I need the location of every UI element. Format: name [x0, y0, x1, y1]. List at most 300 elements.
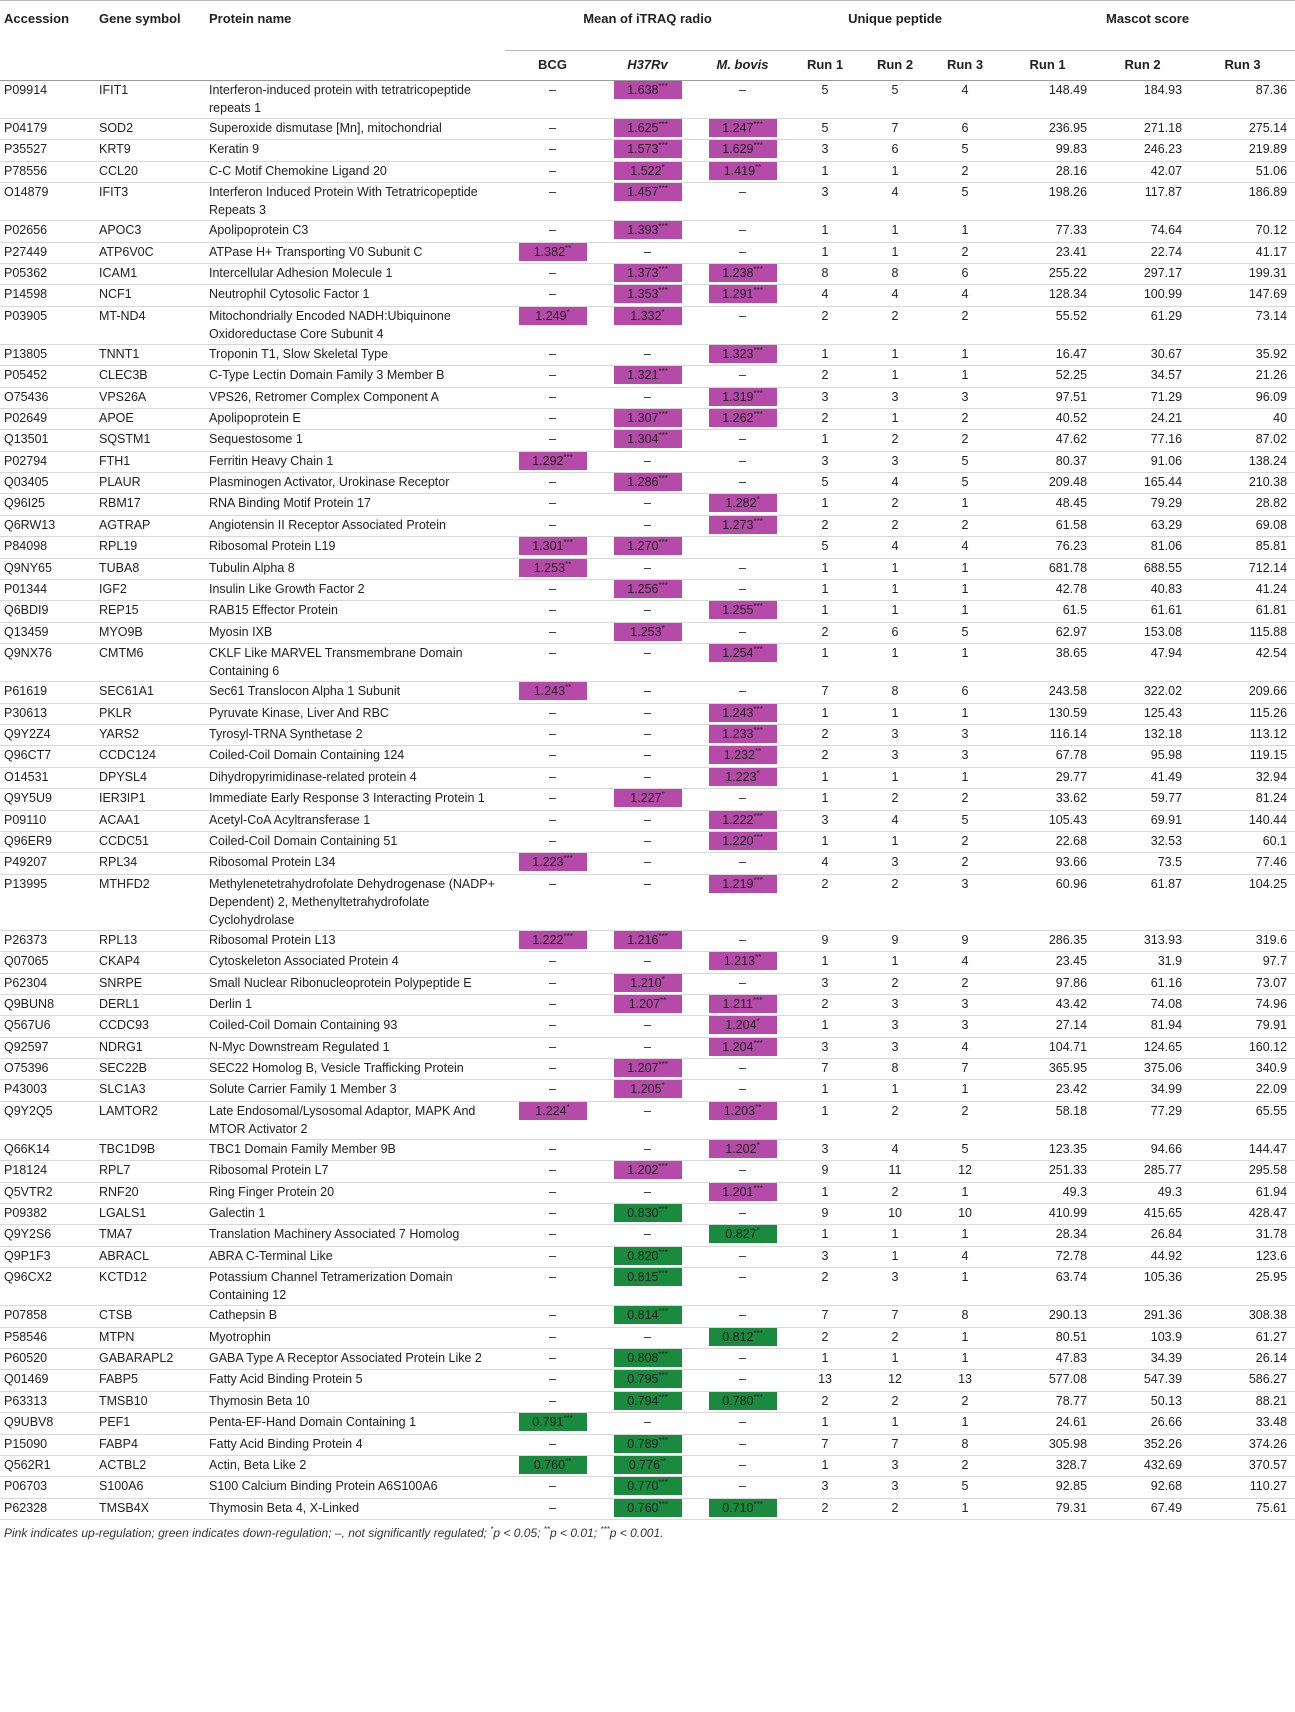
mbovis-ratio-cell [695, 183, 790, 221]
accession-cell: O75436 [0, 387, 95, 408]
accession-cell: P30613 [0, 703, 95, 724]
bcg-ratio-cell [505, 874, 600, 930]
table-row [0, 930, 1295, 951]
mbovis-ratio-cell-value: – [739, 1248, 746, 1263]
table-row [0, 601, 1295, 622]
mascot-run1-cell: 63.74 [1000, 1268, 1095, 1306]
unique-run2-cell: 1 [860, 161, 930, 182]
unique-run1-cell: 3 [790, 973, 860, 994]
bcg-ratio-cell-value: – [549, 1248, 556, 1263]
protein-name-cell: RAB15 Effector Protein [205, 601, 505, 622]
unique-run2-cell: 1 [860, 221, 930, 242]
mascot-run2-cell: 32.53 [1095, 831, 1190, 852]
table-row [0, 242, 1295, 263]
h37rv-ratio-cell-value: – [644, 1415, 651, 1430]
bcg-ratio-cell [505, 119, 600, 140]
mascot-run2-cell: 34.39 [1095, 1348, 1190, 1369]
h37rv-ratio-cell-value: 0.820*** [614, 1247, 682, 1265]
table-row [0, 1348, 1295, 1369]
mascot-run2-cell: 246.23 [1095, 140, 1190, 161]
bcg-ratio-cell [505, 161, 600, 182]
h37rv-ratio-cell [600, 81, 695, 119]
unique-run2-cell: 2 [860, 874, 930, 930]
table-row [0, 580, 1295, 601]
mbovis-ratio-cell [695, 682, 790, 703]
bcg-ratio-cell-value: 1.292*** [519, 452, 587, 470]
mascot-run3-cell: 138.24 [1190, 451, 1295, 472]
table-row [0, 558, 1295, 579]
bcg-ratio-cell-value: – [549, 996, 556, 1011]
bcg-ratio-cell [505, 81, 600, 119]
unique-run1-cell: 1 [790, 1182, 860, 1203]
footnote-main: Pink indicates up-regulation; green indicates down-regulation; –, not significantly regulated; [4, 1526, 491, 1541]
mascot-run1-cell: 47.83 [1000, 1348, 1095, 1369]
mascot-run2-cell: 81.94 [1095, 1016, 1190, 1037]
unique-run3-cell: 5 [930, 622, 1000, 643]
bcg-ratio-cell-value: – [549, 1184, 556, 1199]
unique-run2-cell: 2 [860, 515, 930, 536]
h37rv-ratio-cell-value: – [644, 389, 651, 404]
mbovis-ratio-cell-value: 1.203** [709, 1102, 777, 1120]
table-row [0, 1455, 1295, 1476]
bcg-ratio-cell-value: – [549, 1206, 556, 1221]
unique-run1-cell: 9 [790, 1204, 860, 1225]
gene-symbol-cell: CCL20 [95, 161, 205, 182]
h37rv-ratio-cell [600, 451, 695, 472]
bcg-ratio-cell-value: 1.222*** [519, 931, 587, 949]
h37rv-ratio-cell [600, 1246, 695, 1267]
unique-run3-cell: 1 [930, 366, 1000, 387]
mbovis-ratio-cell-value: – [739, 244, 746, 259]
h37rv-ratio-cell [600, 767, 695, 788]
unique-run2-cell: 5 [860, 81, 930, 119]
unique-run2-cell: 2 [860, 1101, 930, 1139]
h37rv-header: H37Rv [600, 51, 695, 81]
table-row [0, 952, 1295, 973]
h37rv-ratio-cell [600, 1080, 695, 1101]
table-row [0, 1182, 1295, 1203]
gene-symbol-cell: SLC1A3 [95, 1080, 205, 1101]
accession-cell: Q9Y5U9 [0, 789, 95, 810]
unique-run3-cell: 1 [930, 1182, 1000, 1203]
protein-name-cell: Ribosomal Protein L34 [205, 853, 505, 874]
h37rv-ratio-cell-value: – [644, 726, 651, 741]
footnote: Pink indicates up-regulation; green indicates down-regulation; –, not significantly regulated; *p < 0.05; **p < 0.01; ***p < 0.001. [4, 1525, 664, 1541]
mbovis-ratio-cell-value: – [739, 560, 746, 575]
accession-cell: P49207 [0, 853, 95, 874]
h37rv-ratio-cell [600, 1037, 695, 1058]
table-row [0, 853, 1295, 874]
mascot-run1-cell: 52.25 [1000, 366, 1095, 387]
gene-symbol-cell: CCDC124 [95, 746, 205, 767]
mascot-run1-cell: 123.35 [1000, 1139, 1095, 1160]
gene-symbol-cell: PKLR [95, 703, 205, 724]
mascot-run2-cell: 44.92 [1095, 1246, 1190, 1267]
unique-run1-cell: 1 [790, 789, 860, 810]
h37rv-ratio-cell-value: 1.216*** [614, 931, 682, 949]
mbovis-ratio-cell [695, 1080, 790, 1101]
unique-run3-cell: 2 [930, 1391, 1000, 1412]
bcg-ratio-cell-value: – [549, 603, 556, 618]
protein-name-cell: Thymosin Beta 4, X-Linked [205, 1498, 505, 1519]
table-row [0, 183, 1295, 221]
h37rv-ratio-cell-value: – [644, 1039, 651, 1054]
table-row [0, 515, 1295, 536]
mascot-run1-cell: 410.99 [1000, 1204, 1095, 1225]
bcg-ratio-cell-value: – [549, 163, 556, 178]
mbovis-ratio-cell [695, 558, 790, 579]
mbovis-ratio-cell [695, 242, 790, 263]
gene-symbol-cell: FTH1 [95, 451, 205, 472]
accession-cell: P26373 [0, 930, 95, 951]
mascot-run3-cell: 85.81 [1190, 537, 1295, 558]
table-row [0, 285, 1295, 306]
h37rv-ratio-cell-value: 1.457*** [614, 183, 682, 201]
unique-run2-cell: 1 [860, 703, 930, 724]
table-row [0, 1370, 1295, 1391]
mascot-run3-cell: 115.26 [1190, 703, 1295, 724]
bcg-ratio-cell [505, 242, 600, 263]
unique-run1-cell: 3 [790, 140, 860, 161]
bcg-ratio-cell [505, 221, 600, 242]
h37rv-ratio-cell-value: – [644, 496, 651, 511]
mbovis-ratio-cell-value: 1.213** [709, 952, 777, 970]
bcg-ratio-cell-value: – [549, 1308, 556, 1323]
mascot-run1-cell: 99.83 [1000, 140, 1095, 161]
table-row [0, 994, 1295, 1015]
gene-symbol-cell: SNRPE [95, 973, 205, 994]
table-row [0, 494, 1295, 515]
h37rv-ratio-cell [600, 853, 695, 874]
mascot-run2-cell: 31.9 [1095, 952, 1190, 973]
unique-run3-cell: 3 [930, 387, 1000, 408]
protein-name-cell: Potassium Channel Tetramerization Domain Containing 12 [205, 1268, 505, 1306]
bcg-ratio-cell [505, 1370, 600, 1391]
bcg-ratio-cell [505, 494, 600, 515]
mbovis-ratio-cell [695, 1204, 790, 1225]
h37rv-ratio-cell-value: 1.210* [614, 974, 682, 992]
mascot-run2-cell: 184.93 [1095, 81, 1190, 119]
bcg-ratio-cell-value: 1.224* [519, 1102, 587, 1120]
h37rv-ratio-cell-value: – [644, 346, 651, 361]
mbovis-ratio-cell-value: 1.247*** [709, 119, 777, 137]
mascot-run1-cell: 16.47 [1000, 344, 1095, 365]
mbovis-ratio-cell [695, 580, 790, 601]
h37rv-ratio-cell-value: 1.373*** [614, 264, 682, 282]
mascot-run2-cell: 322.02 [1095, 682, 1190, 703]
mascot-score-header: Mascot score [1000, 1, 1295, 51]
bcg-ratio-cell [505, 930, 600, 951]
bcg-ratio-cell [505, 473, 600, 494]
gene-symbol-cell: FABP5 [95, 1370, 205, 1391]
mascot-run2-cell: 40.83 [1095, 580, 1190, 601]
h37rv-ratio-cell [600, 644, 695, 682]
bcg-ratio-cell [505, 724, 600, 745]
table-row [0, 789, 1295, 810]
accession-cell: Q9P1F3 [0, 1246, 95, 1267]
table-row [0, 767, 1295, 788]
mbovis-ratio-cell [695, 1434, 790, 1455]
h37rv-ratio-cell-value: – [644, 646, 651, 661]
accession-cell: P06703 [0, 1477, 95, 1498]
unique-run1-cell: 9 [790, 930, 860, 951]
unique-run2-cell: 11 [860, 1161, 930, 1182]
unique-run1-cell: 1 [790, 1348, 860, 1369]
mbovis-ratio-cell [695, 810, 790, 831]
h37rv-ratio-cell [600, 1498, 695, 1519]
bcg-ratio-cell [505, 1101, 600, 1139]
h37rv-ratio-cell [600, 408, 695, 429]
accession-cell: P15090 [0, 1434, 95, 1455]
table-row [0, 81, 1295, 119]
table-row [0, 1080, 1295, 1101]
mbovis-ratio-cell [695, 387, 790, 408]
table-body [0, 81, 1295, 1520]
protein-name-cell: GABA Type A Receptor Associated Protein Like 2 [205, 1348, 505, 1369]
gene-symbol-cell: CMTM6 [95, 644, 205, 682]
bcg-ratio-cell [505, 140, 600, 161]
accession-cell: P02794 [0, 451, 95, 472]
gene-symbol-cell: MYO9B [95, 622, 205, 643]
mascot-run3-cell: 115.88 [1190, 622, 1295, 643]
mascot-run1-cell: 28.34 [1000, 1225, 1095, 1246]
h37rv-ratio-cell [600, 810, 695, 831]
protein-name-cell: Neutrophil Cytosolic Factor 1 [205, 285, 505, 306]
accession-cell: P78556 [0, 161, 95, 182]
unique-run3-cell: 5 [930, 810, 1000, 831]
table-row [0, 537, 1295, 558]
mbovis-ratio-cell-value: – [739, 453, 746, 468]
mascot-run2-cell: 352.26 [1095, 1434, 1190, 1455]
bcg-ratio-cell-value: 1.223*** [519, 853, 587, 871]
mbovis-ratio-cell [695, 1225, 790, 1246]
mascot-run2-cell: 271.18 [1095, 119, 1190, 140]
mascot-run3-cell: 97.7 [1190, 952, 1295, 973]
unique-run3-cell: 1 [930, 221, 1000, 242]
gene-symbol-cell: NCF1 [95, 285, 205, 306]
accession-cell: P60520 [0, 1348, 95, 1369]
gene-symbol-cell: RPL19 [95, 537, 205, 558]
bcg-ratio-cell [505, 430, 600, 451]
bcg-ratio-cell [505, 1498, 600, 1519]
bcg-ratio-cell-value: – [549, 1372, 556, 1387]
mascot-run3-cell: 81.24 [1190, 789, 1295, 810]
protein-name-cell: Immediate Early Response 3 Interacting Protein 1 [205, 789, 505, 810]
accession-cell: P07858 [0, 1306, 95, 1327]
gene-symbol-cell: LAMTOR2 [95, 1101, 205, 1139]
protein-name-cell: Late Endosomal/Lysosomal Adaptor, MAPK And MTOR Activator 2 [205, 1101, 505, 1139]
protein-name-cell: Fatty Acid Binding Protein 4 [205, 1434, 505, 1455]
bcg-ratio-cell-value: – [549, 1270, 556, 1285]
protein-name-cell: Tyrosyl-TRNA Synthetase 2 [205, 724, 505, 745]
bcg-ratio-cell-value: – [549, 769, 556, 784]
mascot-run1-cell: 148.49 [1000, 81, 1095, 119]
gene-symbol-cell: KRT9 [95, 140, 205, 161]
mbovis-ratio-cell-value: 0.827* [709, 1225, 777, 1243]
unique-run1-cell: 2 [790, 408, 860, 429]
protein-name-cell: Actin, Beta Like 2 [205, 1455, 505, 1476]
mbovis-ratio-cell-value: – [739, 791, 746, 806]
mbovis-ratio-cell [695, 853, 790, 874]
gene-symbol-cell: GABARAPL2 [95, 1348, 205, 1369]
h37rv-ratio-cell [600, 994, 695, 1015]
unique-run2-cell: 8 [860, 263, 930, 284]
unique-run3-cell: 3 [930, 1016, 1000, 1037]
h37rv-ratio-cell [600, 1455, 695, 1476]
unique-run3-cell: 4 [930, 81, 1000, 119]
unique-run1-cell: 3 [790, 387, 860, 408]
mascot-run3-cell: 113.12 [1190, 724, 1295, 745]
mascot-run3-cell: 123.6 [1190, 1246, 1295, 1267]
mascot-run2-cell: 67.49 [1095, 1498, 1190, 1519]
mascot-run3-cell: 75.61 [1190, 1498, 1295, 1519]
accession-cell: Q96I25 [0, 494, 95, 515]
h37rv-ratio-cell [600, 1413, 695, 1434]
gene-symbol-cell: IFIT3 [95, 183, 205, 221]
unique-run2-cell: 3 [860, 451, 930, 472]
bcg-ratio-cell [505, 703, 600, 724]
unique-run3-cell: 1 [930, 1268, 1000, 1306]
unique-run1-cell: 1 [790, 767, 860, 788]
mascot-run2-cell: 432.69 [1095, 1455, 1190, 1476]
gene-symbol-cell: SEC61A1 [95, 682, 205, 703]
table-row [0, 344, 1295, 365]
h37rv-ratio-cell-value: – [644, 1103, 651, 1118]
mascot-run1-cell: 255.22 [1000, 263, 1095, 284]
mascot-run1-cell: 77.33 [1000, 221, 1095, 242]
h37rv-ratio-cell-value: – [644, 748, 651, 763]
unique-run3-cell: 8 [930, 1434, 1000, 1455]
unique-run2-cell: 3 [860, 1037, 930, 1058]
h37rv-ratio-cell [600, 952, 695, 973]
mbovis-ratio-cell-value: 1.211*** [709, 995, 777, 1013]
gene-symbol-cell: PLAUR [95, 473, 205, 494]
accession-cell: P13805 [0, 344, 95, 365]
bcg-ratio-cell-value: – [549, 876, 556, 891]
bcg-ratio-cell-value: – [549, 1479, 556, 1494]
mbovis-ratio-cell [695, 1498, 790, 1519]
gene-symbol-cell: SQSTM1 [95, 430, 205, 451]
h37rv-ratio-cell-value: – [644, 1329, 651, 1344]
mascot-run2-cell: 61.29 [1095, 306, 1190, 344]
mascot-run3-cell: 73.14 [1190, 306, 1295, 344]
gene-symbol-cell: CTSB [95, 1306, 205, 1327]
mbovis-ratio-cell [695, 789, 790, 810]
mbovis-ratio-cell [695, 140, 790, 161]
unique-run1-cell: 5 [790, 119, 860, 140]
h37rv-ratio-cell [600, 344, 695, 365]
mascot-run1-cell: 48.45 [1000, 494, 1095, 515]
unique-run1-cell: 1 [790, 161, 860, 182]
accession-cell: Q6BDI9 [0, 601, 95, 622]
mbovis-ratio-cell-value: 1.254*** [709, 644, 777, 662]
h37rv-ratio-cell [600, 306, 695, 344]
accession-cell: P63313 [0, 1391, 95, 1412]
mascot-run2-cell: 74.64 [1095, 221, 1190, 242]
accession-cell: Q96CT7 [0, 746, 95, 767]
unique-run3-cell: 1 [930, 558, 1000, 579]
h37rv-ratio-cell-value: – [644, 684, 651, 699]
mbovis-ratio-cell-value: 1.255*** [709, 601, 777, 619]
protein-name-cell: Small Nuclear Ribonucleoprotein Polypeptide E [205, 973, 505, 994]
table-row [0, 1016, 1295, 1037]
mascot-run1-cell: 47.62 [1000, 430, 1095, 451]
gene-symbol-cell: ACTBL2 [95, 1455, 205, 1476]
accession-cell: Q07065 [0, 952, 95, 973]
protein-name-cell: SEC22 Homolog B, Vesicle Trafficking Protein [205, 1059, 505, 1080]
unique-run1-cell: 7 [790, 1306, 860, 1327]
accession-cell: Q6RW13 [0, 515, 95, 536]
h37rv-ratio-cell [600, 140, 695, 161]
unique-run2-cell: 3 [860, 387, 930, 408]
protein-name-cell: S100 Calcium Binding Protein A6S100A6 [205, 1477, 505, 1498]
protein-name-cell: Sequestosome 1 [205, 430, 505, 451]
mascot-run1-cell: 236.95 [1000, 119, 1095, 140]
protein-name-cell: TBC1 Domain Family Member 9B [205, 1139, 505, 1160]
mbovis-ratio-cell-value: – [739, 1308, 746, 1323]
mascot-run3-header: Run 3 [1190, 51, 1295, 81]
unique-run3-cell: 2 [930, 1455, 1000, 1476]
mascot-run2-cell: 688.55 [1095, 558, 1190, 579]
h37rv-ratio-cell [600, 1370, 695, 1391]
unique-run3-cell: 4 [930, 1246, 1000, 1267]
mascot-run3-cell: 319.6 [1190, 930, 1295, 951]
table-row [0, 1204, 1295, 1225]
unique-run1-cell: 3 [790, 810, 860, 831]
bcg-ratio-cell [505, 1161, 600, 1182]
table-row [0, 221, 1295, 242]
unique-run3-cell: 2 [930, 853, 1000, 874]
mbovis-ratio-cell [695, 1016, 790, 1037]
unique-run1-cell: 1 [790, 430, 860, 451]
mascot-run3-cell: 70.12 [1190, 221, 1295, 242]
unique-run1-cell: 1 [790, 952, 860, 973]
h37rv-ratio-cell [600, 930, 695, 951]
gene-symbol-cell: RBM17 [95, 494, 205, 515]
unique-run2-cell: 2 [860, 306, 930, 344]
gene-symbol-cell: ABRACL [95, 1246, 205, 1267]
table-row [0, 1306, 1295, 1327]
bcg-ratio-cell-value: – [549, 624, 556, 639]
mascot-run1-cell: 577.08 [1000, 1370, 1095, 1391]
gene-symbol-cell: RPL7 [95, 1161, 205, 1182]
table-row [0, 973, 1295, 994]
mbovis-ratio-cell-value: 1.222*** [709, 811, 777, 829]
protein-name-cell: Cytoskeleton Associated Protein 4 [205, 952, 505, 973]
unique-run3-cell: 6 [930, 263, 1000, 284]
mascot-run1-cell: 116.14 [1000, 724, 1095, 745]
mbovis-ratio-cell [695, 1182, 790, 1203]
unique-run2-cell: 1 [860, 1246, 930, 1267]
mascot-run3-cell: 712.14 [1190, 558, 1295, 579]
mascot-run1-cell: 80.37 [1000, 451, 1095, 472]
h37rv-ratio-cell [600, 622, 695, 643]
mbovis-ratio-cell-value: 1.291*** [709, 285, 777, 303]
mascot-run3-cell: 65.55 [1190, 1101, 1295, 1139]
unique-run2-cell: 3 [860, 1016, 930, 1037]
bcg-ratio-cell [505, 831, 600, 852]
unique-run3-cell: 1 [930, 1413, 1000, 1434]
bcg-ratio-cell [505, 1037, 600, 1058]
h37rv-ratio-cell-value: 0.776** [614, 1456, 682, 1474]
gene-symbol-cell: IGF2 [95, 580, 205, 601]
bcg-ratio-cell-value: 1.301*** [519, 537, 587, 555]
table-row [0, 1268, 1295, 1306]
protein-name-cell: Coiled-Coil Domain Containing 124 [205, 746, 505, 767]
unique-run1-cell: 3 [790, 451, 860, 472]
table-row [0, 682, 1295, 703]
mascot-run1-cell: 42.78 [1000, 580, 1095, 601]
